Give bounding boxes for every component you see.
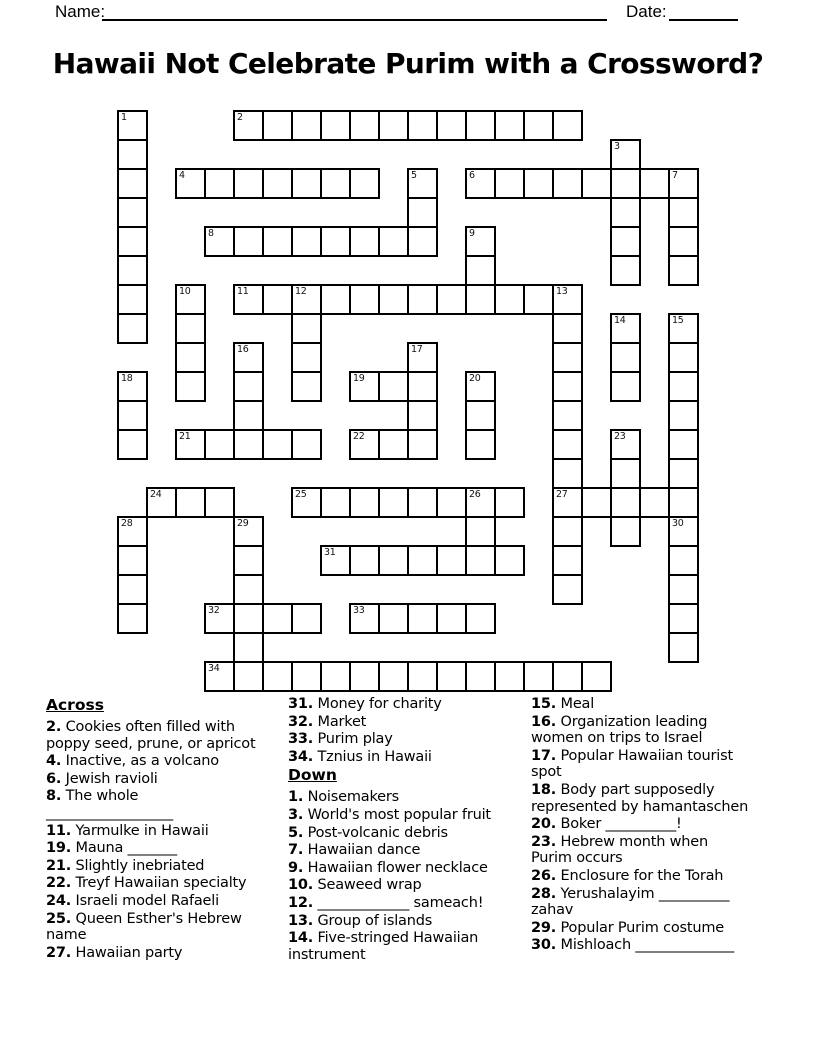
clue-column xyxy=(531,696,783,955)
grid-cell[interactable] xyxy=(378,487,409,518)
clue-number: 8. xyxy=(46,788,62,805)
grid-cell[interactable] xyxy=(668,632,699,663)
grid-cell[interactable] xyxy=(320,661,351,692)
grid-cell[interactable] xyxy=(552,487,583,518)
grid-cell[interactable] xyxy=(465,661,496,692)
clue-item: 15. Meal xyxy=(531,696,595,712)
grid-cell[interactable] xyxy=(320,226,351,257)
grid-cell[interactable] xyxy=(465,110,496,141)
grid-cell[interactable] xyxy=(204,661,235,692)
grid-cell[interactable] xyxy=(552,168,583,199)
grid-cell[interactable] xyxy=(233,603,264,634)
clue-item: 29. Popular Purim costume xyxy=(531,919,725,936)
grid-cell[interactable] xyxy=(233,371,264,402)
grid-cell[interactable] xyxy=(233,168,264,199)
grid-cell[interactable] xyxy=(233,632,264,663)
clue-item: 2. Cookies often filled with poppy seed, prune, or apricot xyxy=(46,719,256,752)
grid-cell[interactable] xyxy=(407,603,438,634)
cell-number: 22 xyxy=(353,431,365,442)
grid-cell[interactable] xyxy=(233,226,264,257)
grid-cell[interactable] xyxy=(436,603,467,634)
cell-number: 30 xyxy=(672,518,684,529)
cell-number: 18 xyxy=(121,373,133,384)
grid-cell[interactable] xyxy=(291,110,322,141)
grid-cell[interactable] xyxy=(204,226,235,257)
cell-number: 29 xyxy=(237,518,249,529)
clue-item: 21. Slightly inebriated xyxy=(46,857,205,874)
grid-cell[interactable] xyxy=(117,574,148,605)
cell-number: 6 xyxy=(469,170,475,181)
grid-cell[interactable] xyxy=(465,168,496,199)
grid-cell[interactable] xyxy=(436,284,467,315)
grid-cell[interactable] xyxy=(349,487,380,518)
clue-item: 4. Inactive, as a volcano xyxy=(46,753,219,770)
clue-item: 34. Tznius in Hawaii xyxy=(288,748,432,765)
grid-cell[interactable] xyxy=(668,458,699,489)
grid-cell[interactable] xyxy=(465,371,496,402)
clue-number: 17. xyxy=(531,747,557,764)
grid-cell[interactable] xyxy=(378,284,409,315)
grid-cell[interactable] xyxy=(610,255,641,286)
grid-cell[interactable] xyxy=(349,371,380,402)
cell-number: 21 xyxy=(179,431,191,442)
grid-cell[interactable] xyxy=(349,661,380,692)
clue-number: 19. xyxy=(46,840,72,857)
clue-item: 27. Hawaiian party xyxy=(46,944,183,961)
clue-number: 5. xyxy=(288,824,304,841)
grid-cell[interactable] xyxy=(610,371,641,402)
clue-number: 28. xyxy=(531,885,557,902)
grid-cell[interactable] xyxy=(262,110,293,141)
grid-cell[interactable] xyxy=(175,487,206,518)
grid-cell[interactable] xyxy=(233,110,264,141)
grid-cell[interactable] xyxy=(175,284,206,315)
grid-cell[interactable] xyxy=(117,110,148,141)
grid-cell[interactable] xyxy=(117,400,148,431)
clue-number: 25. xyxy=(46,910,72,927)
cell-number: 17 xyxy=(411,344,423,355)
grid-cell[interactable] xyxy=(581,661,612,692)
grid-cell[interactable] xyxy=(610,429,641,460)
grid-cell[interactable] xyxy=(349,226,380,257)
grid-cell[interactable] xyxy=(639,168,670,199)
clue-number: 13. xyxy=(288,912,314,929)
clue-item: 5. Post-volcanic debris xyxy=(288,824,448,841)
clue-item: 6. Jewish ravioli xyxy=(46,770,158,787)
clue-number: 6. xyxy=(46,770,62,787)
grid-cell[interactable] xyxy=(610,516,641,547)
clue-column xyxy=(288,696,540,964)
grid-cell[interactable] xyxy=(378,429,409,460)
grid-cell[interactable] xyxy=(407,545,438,576)
grid-cell[interactable] xyxy=(175,313,206,344)
grid-cell[interactable] xyxy=(262,284,293,315)
grid-cell[interactable] xyxy=(262,603,293,634)
grid-cell[interactable] xyxy=(233,400,264,431)
grid-cell[interactable] xyxy=(494,661,525,692)
cell-number: 28 xyxy=(121,518,133,529)
grid-cell[interactable] xyxy=(668,197,699,228)
grid-cell[interactable] xyxy=(349,603,380,634)
clue-number: 21. xyxy=(46,857,72,874)
grid-cell[interactable] xyxy=(668,516,699,547)
grid-cell[interactable] xyxy=(407,226,438,257)
grid-cell[interactable] xyxy=(117,603,148,634)
grid-cell[interactable] xyxy=(523,110,554,141)
grid-cell[interactable] xyxy=(117,197,148,228)
grid-cell[interactable] xyxy=(233,574,264,605)
grid-cell[interactable] xyxy=(668,168,699,199)
grid-cell[interactable] xyxy=(320,110,351,141)
clue-number: 11. xyxy=(46,822,72,839)
grid-cell[interactable] xyxy=(117,139,148,170)
clue-number: 31. xyxy=(288,696,314,712)
grid-cell[interactable] xyxy=(436,110,467,141)
grid-cell[interactable] xyxy=(204,429,235,460)
grid-cell[interactable] xyxy=(146,487,177,518)
clue-number: 32. xyxy=(288,713,314,730)
clue-number: 23. xyxy=(531,833,557,850)
grid-cell[interactable] xyxy=(117,313,148,344)
clue-item: 11. Yarmulke in Hawaii xyxy=(46,822,209,839)
clue-number: 34. xyxy=(288,748,314,765)
clue-item: 1. Noisemakers xyxy=(288,789,399,806)
grid-cell[interactable] xyxy=(552,313,583,344)
cell-number: 20 xyxy=(469,373,481,384)
grid-cell[interactable] xyxy=(465,429,496,460)
clue-item: 3. World's most popular fruit xyxy=(288,806,491,823)
grid-cell[interactable] xyxy=(262,661,293,692)
grid-cell[interactable] xyxy=(175,429,206,460)
clue-item: 33. Purim play xyxy=(288,731,393,748)
clue-item: 26. Enclosure for the Torah xyxy=(531,867,724,884)
clue-number: 14. xyxy=(288,930,314,947)
grid-cell[interactable] xyxy=(465,545,496,576)
grid-cell[interactable] xyxy=(233,661,264,692)
grid-cell[interactable] xyxy=(552,371,583,402)
clue-item: 12. _____________ sameach! xyxy=(288,894,484,911)
cell-number: 19 xyxy=(353,373,365,384)
grid-cell[interactable] xyxy=(233,429,264,460)
grid-cell[interactable] xyxy=(668,400,699,431)
clue-column xyxy=(46,696,298,962)
clue-number: 27. xyxy=(46,944,72,961)
grid-cell[interactable] xyxy=(349,168,380,199)
grid-cell[interactable] xyxy=(552,429,583,460)
grid-cell[interactable] xyxy=(523,284,554,315)
grid-cell[interactable] xyxy=(291,429,322,460)
clue-number: 29. xyxy=(531,919,557,936)
grid-cell[interactable] xyxy=(552,458,583,489)
grid-cell[interactable] xyxy=(407,284,438,315)
grid-cell[interactable] xyxy=(320,545,351,576)
cell-number: 23 xyxy=(614,431,626,442)
grid-cell[interactable] xyxy=(552,342,583,373)
grid-cell[interactable] xyxy=(552,661,583,692)
clue-item: 19. Mauna _______ xyxy=(46,840,177,857)
grid-cell[interactable] xyxy=(668,574,699,605)
grid-cell[interactable] xyxy=(494,487,525,518)
page-title: Hawaii Not Celebrate Purim with a Crossword? xyxy=(52,47,764,80)
name-input-line[interactable] xyxy=(102,3,607,21)
cell-number: 33 xyxy=(353,605,365,616)
grid-cell[interactable] xyxy=(552,284,583,315)
grid-cell[interactable] xyxy=(349,545,380,576)
grid-cell[interactable] xyxy=(552,400,583,431)
cell-number: 14 xyxy=(614,315,626,326)
grid-cell[interactable] xyxy=(349,110,380,141)
clue-item: 25. Queen Esther's Hebrew name xyxy=(46,910,242,944)
grid-cell[interactable] xyxy=(175,168,206,199)
grid-cell[interactable] xyxy=(668,313,699,344)
grid-cell[interactable] xyxy=(494,545,525,576)
grid-cell[interactable] xyxy=(233,516,264,547)
clue-number: 20. xyxy=(531,816,557,833)
cell-number: 5 xyxy=(411,170,417,181)
grid-cell[interactable] xyxy=(407,110,438,141)
grid-cell[interactable] xyxy=(204,603,235,634)
grid-cell[interactable] xyxy=(291,313,322,344)
grid-cell[interactable] xyxy=(204,168,235,199)
grid-cell[interactable] xyxy=(378,661,409,692)
grid-cell[interactable] xyxy=(552,516,583,547)
grid-cell[interactable] xyxy=(436,545,467,576)
grid-cell[interactable] xyxy=(465,516,496,547)
grid-cell[interactable] xyxy=(378,603,409,634)
grid-cell[interactable] xyxy=(349,284,380,315)
clue-number: 4. xyxy=(46,753,62,770)
grid-cell[interactable] xyxy=(204,487,235,518)
grid-cell[interactable] xyxy=(668,429,699,460)
clues-heading-across: Across xyxy=(46,696,104,714)
grid-cell[interactable] xyxy=(407,661,438,692)
grid-cell[interactable] xyxy=(407,168,438,199)
grid-cell[interactable] xyxy=(233,284,264,315)
grid-cell[interactable] xyxy=(523,168,554,199)
grid-cell[interactable] xyxy=(117,255,148,286)
grid-cell[interactable] xyxy=(117,516,148,547)
cell-number: 15 xyxy=(672,315,684,326)
clues-heading-down: Down xyxy=(288,766,337,785)
cell-number: 24 xyxy=(150,489,162,500)
grid-cell[interactable] xyxy=(552,574,583,605)
grid-cell[interactable] xyxy=(262,226,293,257)
cell-number: 3 xyxy=(614,141,620,152)
grid-cell[interactable] xyxy=(407,342,438,373)
grid-cell[interactable] xyxy=(668,487,699,518)
cell-number: 32 xyxy=(208,605,220,616)
cell-number: 9 xyxy=(469,228,475,239)
clue-number: 12. xyxy=(288,894,314,911)
grid-cell[interactable] xyxy=(436,487,467,518)
clue-number: 18. xyxy=(531,781,557,798)
grid-cell[interactable] xyxy=(639,487,670,518)
cell-number: 2 xyxy=(237,112,243,123)
clue-number: 1. xyxy=(288,789,304,806)
cell-number: 13 xyxy=(556,286,568,297)
clue-item: 23. Hebrew month when Purim occurs xyxy=(531,833,708,867)
grid-cell[interactable] xyxy=(175,371,206,402)
clue-item: 10. Seaweed wrap xyxy=(288,877,422,894)
clue-number: 24. xyxy=(46,892,72,909)
grid-cell[interactable] xyxy=(436,661,467,692)
grid-cell[interactable] xyxy=(581,168,612,199)
grid-cell[interactable] xyxy=(523,661,554,692)
grid-cell[interactable] xyxy=(465,603,496,634)
grid-cell[interactable] xyxy=(668,545,699,576)
grid-cell[interactable] xyxy=(262,429,293,460)
grid-cell[interactable] xyxy=(465,284,496,315)
clue-number: 9. xyxy=(288,859,304,876)
grid-cell[interactable] xyxy=(668,371,699,402)
grid-cell[interactable] xyxy=(117,284,148,315)
grid-cell[interactable] xyxy=(262,168,293,199)
grid-cell[interactable] xyxy=(378,371,409,402)
grid-cell[interactable] xyxy=(465,255,496,286)
cell-number: 31 xyxy=(324,547,336,558)
clue-item: 30. Mishloach ______________ xyxy=(531,937,735,954)
cell-number: 25 xyxy=(295,489,307,500)
clue-item: 28. Yerushalayim __________ zahav xyxy=(531,885,730,919)
grid-cell[interactable] xyxy=(378,226,409,257)
grid-cell[interactable] xyxy=(175,342,206,373)
clue-number: 3. xyxy=(288,806,304,823)
cell-number: 1 xyxy=(121,112,127,123)
clue-item: 17. Popular Hawaiian tourist spot xyxy=(531,747,733,781)
grid-cell[interactable] xyxy=(668,226,699,257)
clue-number: 2. xyxy=(46,719,62,735)
clue-number: 10. xyxy=(288,877,314,894)
cell-number: 27 xyxy=(556,489,568,500)
cell-number: 7 xyxy=(672,170,678,181)
clue-number: 33. xyxy=(288,731,314,748)
grid-cell[interactable] xyxy=(552,545,583,576)
grid-cell[interactable] xyxy=(407,400,438,431)
grid-cell[interactable] xyxy=(349,429,380,460)
grid-cell[interactable] xyxy=(117,226,148,257)
grid-cell[interactable] xyxy=(465,487,496,518)
cell-number: 11 xyxy=(237,286,249,297)
clue-item: 31. Money for charity xyxy=(288,696,442,712)
clue-item: 20. Boker __________! xyxy=(531,816,682,833)
grid-cell[interactable] xyxy=(610,487,641,518)
clue-item: 14. Five-stringed Hawaiian instrument xyxy=(288,930,479,963)
grid-cell[interactable] xyxy=(233,545,264,576)
clue-number: 15. xyxy=(531,696,557,712)
clue-number: 22. xyxy=(46,875,72,892)
cell-number: 26 xyxy=(469,489,481,500)
clue-item: 9. Hawaiian flower necklace xyxy=(288,859,488,876)
grid-cell[interactable] xyxy=(494,168,525,199)
date-input-line[interactable] xyxy=(669,3,738,21)
grid-cell[interactable] xyxy=(610,458,641,489)
clue-item: 18. Body part supposedly represented by hamantaschen xyxy=(531,781,749,815)
cell-number: 12 xyxy=(295,286,307,297)
clue-item: 7. Hawaiian dance xyxy=(288,842,421,859)
cell-number: 34 xyxy=(208,663,220,674)
clue-item: 8. The whole __________________ xyxy=(46,788,173,821)
clue-item: 32. Market xyxy=(288,713,367,730)
grid-cell[interactable] xyxy=(407,197,438,228)
grid-cell[interactable] xyxy=(668,603,699,634)
clue-item: 22. Treyf Hawaiian specialty xyxy=(46,875,247,892)
clue-item: 13. Group of islands xyxy=(288,912,433,929)
clue-number: 7. xyxy=(288,842,304,859)
grid-cell[interactable] xyxy=(233,342,264,373)
grid-cell[interactable] xyxy=(465,226,496,257)
grid-cell[interactable] xyxy=(117,371,148,402)
clue-number: 30. xyxy=(531,937,557,954)
clue-number: 16. xyxy=(531,713,557,730)
grid-cell[interactable] xyxy=(117,429,148,460)
grid-cell[interactable] xyxy=(610,197,641,228)
grid-cell[interactable] xyxy=(610,139,641,170)
clue-item: 24. Israeli model Rafaeli xyxy=(46,892,219,909)
grid-cell[interactable] xyxy=(610,342,641,373)
grid-cell[interactable] xyxy=(291,661,322,692)
clue-number: 26. xyxy=(531,867,557,884)
cell-number: 4 xyxy=(179,170,185,181)
grid-cell[interactable] xyxy=(668,255,699,286)
grid-cell[interactable] xyxy=(610,226,641,257)
grid-cell[interactable] xyxy=(581,487,612,518)
grid-cell[interactable] xyxy=(291,487,322,518)
cell-number: 10 xyxy=(179,286,191,297)
grid-cell[interactable] xyxy=(291,342,322,373)
cell-number: 16 xyxy=(237,344,249,355)
grid-cell[interactable] xyxy=(117,168,148,199)
grid-cell[interactable] xyxy=(610,313,641,344)
grid-cell[interactable] xyxy=(117,545,148,576)
grid-cell[interactable] xyxy=(291,371,322,402)
grid-cell[interactable] xyxy=(378,110,409,141)
cell-number: 8 xyxy=(208,228,214,239)
grid-cell[interactable] xyxy=(668,342,699,373)
grid-cell[interactable] xyxy=(378,545,409,576)
grid-cell[interactable] xyxy=(610,168,641,199)
grid-cell[interactable] xyxy=(320,284,351,315)
grid-cell[interactable] xyxy=(291,226,322,257)
grid-cell[interactable] xyxy=(494,110,525,141)
grid-cell[interactable] xyxy=(407,487,438,518)
grid-cell[interactable] xyxy=(320,487,351,518)
name-label: Name: xyxy=(55,2,106,21)
grid-cell[interactable] xyxy=(465,400,496,431)
grid-cell[interactable] xyxy=(291,284,322,315)
date-label: Date: xyxy=(626,2,667,21)
grid-cell[interactable] xyxy=(320,168,351,199)
grid-cell[interactable] xyxy=(407,429,438,460)
clue-item: 16. Organization leading women on trips to Israel xyxy=(531,713,708,747)
grid-cell[interactable] xyxy=(494,284,525,315)
grid-cell[interactable] xyxy=(552,110,583,141)
grid-cell[interactable] xyxy=(291,603,322,634)
grid-cell[interactable] xyxy=(291,168,322,199)
grid-cell[interactable] xyxy=(407,371,438,402)
